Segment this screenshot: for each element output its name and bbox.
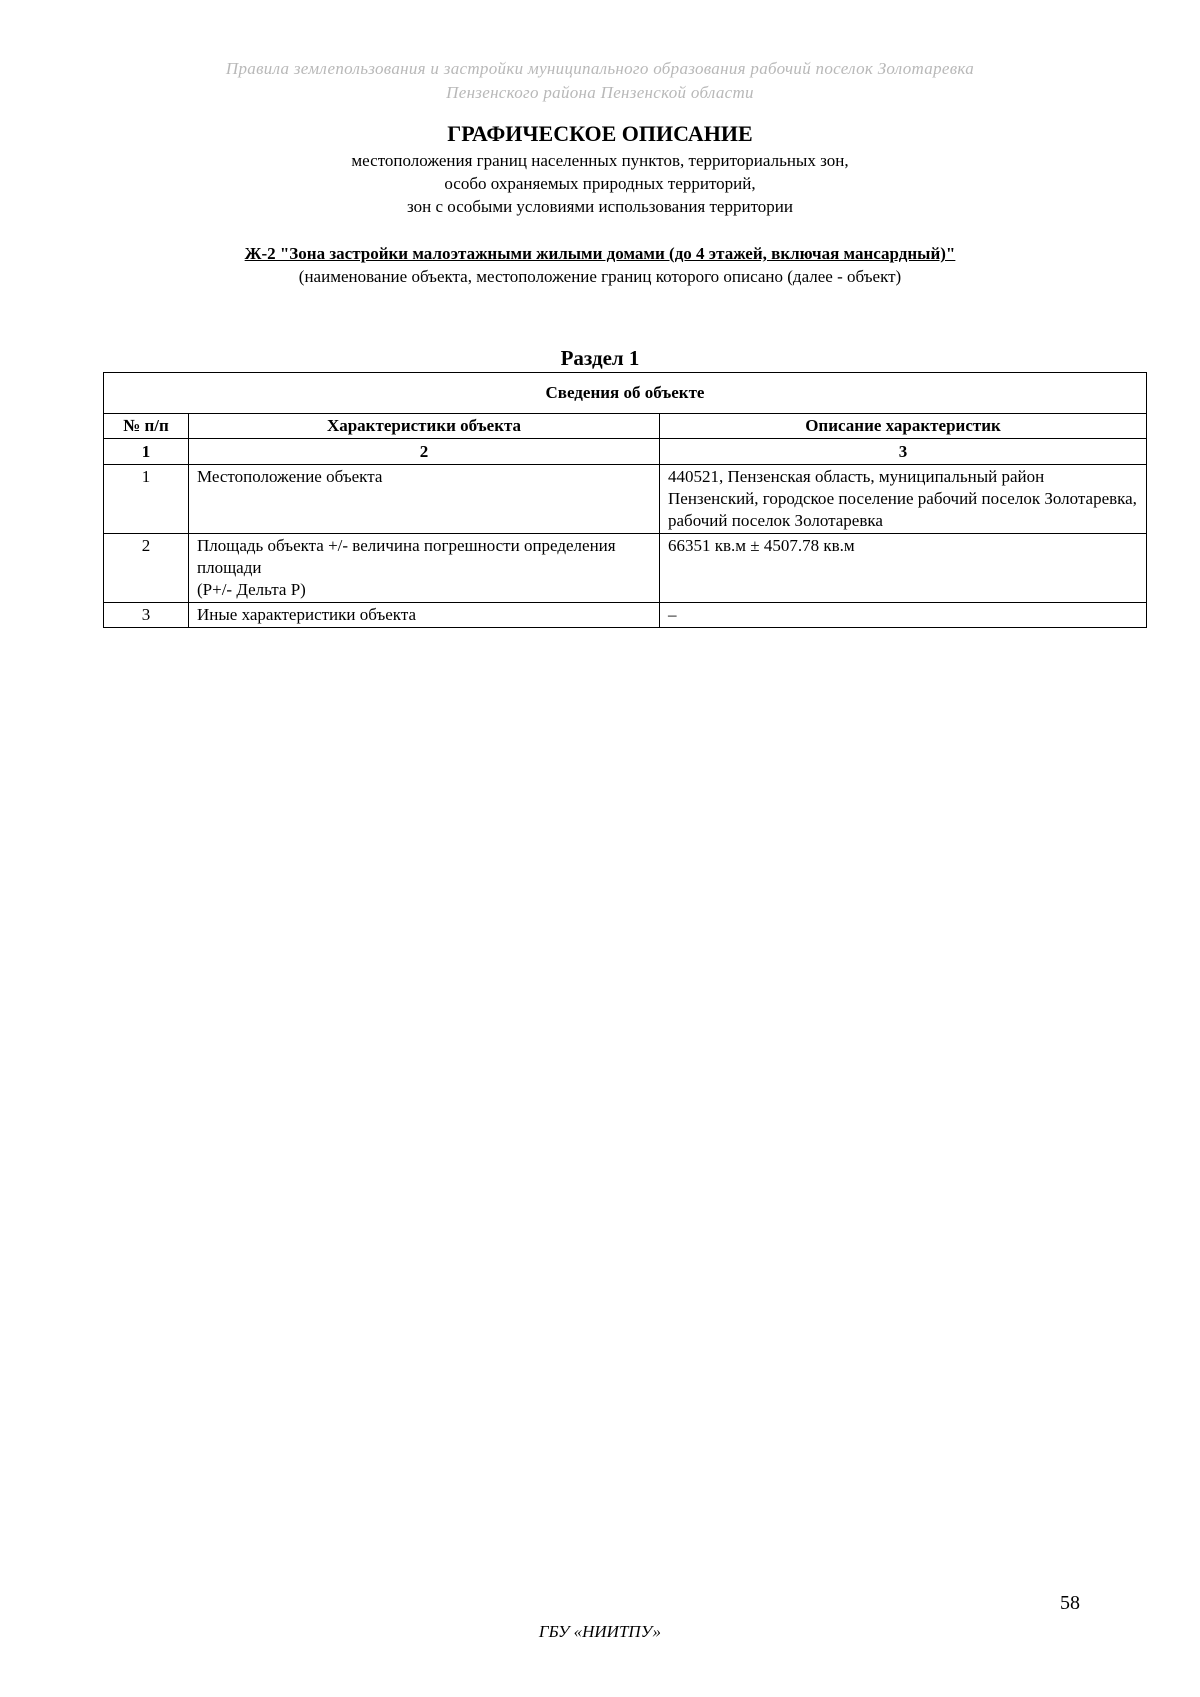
row-characteristic: Иные характеристики объекта [189, 603, 660, 628]
column-number-2: 2 [189, 439, 660, 465]
page-number: 58 [1060, 1592, 1080, 1614]
subtitle-line-2: особо охраняемых природных территорий, [444, 174, 756, 193]
row-number: 2 [104, 534, 189, 603]
running-header-line-2: Пензенского района Пензенской области [446, 83, 754, 102]
row-description: – [660, 603, 1147, 628]
row-description: 440521, Пензенская область, муниципальный район Пензенский, городское поселение рабочий поселок Золотаревка, рабочий поселок Золотаревка [660, 465, 1147, 534]
row-characteristic: Местоположение объекта [189, 465, 660, 534]
table-row [104, 534, 1147, 603]
table-caption-row [104, 373, 1147, 414]
table-caption: Сведения об объекте [104, 373, 1147, 414]
column-number-3: 3 [660, 439, 1147, 465]
row-characteristic: Площадь объекта +/- величина погрешности определения площади [197, 536, 616, 577]
column-number-1: 1 [104, 439, 189, 465]
footer-organization: ГБУ «НИИТПУ» [538, 1622, 662, 1641]
table-row [104, 465, 1147, 534]
section-title: Раздел 1 [560, 346, 640, 370]
column-header-description: Описание характеристик [660, 414, 1147, 439]
column-number-row [104, 439, 1147, 465]
running-header-line-1: Правила землепользования и застройки муниципального образования рабочий поселок Золотаревка [225, 59, 975, 78]
row-characteristic-note: (Р+/- Дельта Р) [197, 580, 306, 599]
row-number: 1 [104, 465, 189, 534]
subtitle-line-1: местоположения границ населенных пунктов, территориальных зон, [351, 151, 849, 170]
row-characteristic-cell [189, 534, 660, 603]
column-header-number: № п/п [104, 414, 189, 439]
object-info-table [103, 372, 1147, 628]
table-row [104, 603, 1147, 628]
table-header-row [104, 414, 1147, 439]
column-header-characteristic: Характеристики объекта [189, 414, 660, 439]
document-title: ГРАФИЧЕСКОЕ ОПИСАНИЕ [447, 121, 753, 146]
subtitle-line-3: зон с особыми условиями использования территории [407, 197, 793, 216]
object-name: Ж-2 "Зона застройки малоэтажными жилыми домами (до 4 этажей, включая мансардный)" [244, 244, 956, 263]
object-caption: (наименование объекта, местоположение границ которого описано (далее - объект) [298, 267, 902, 286]
row-number: 3 [104, 603, 189, 628]
row-description: 66351 кв.м ± 4507.78 кв.м [660, 534, 1147, 603]
